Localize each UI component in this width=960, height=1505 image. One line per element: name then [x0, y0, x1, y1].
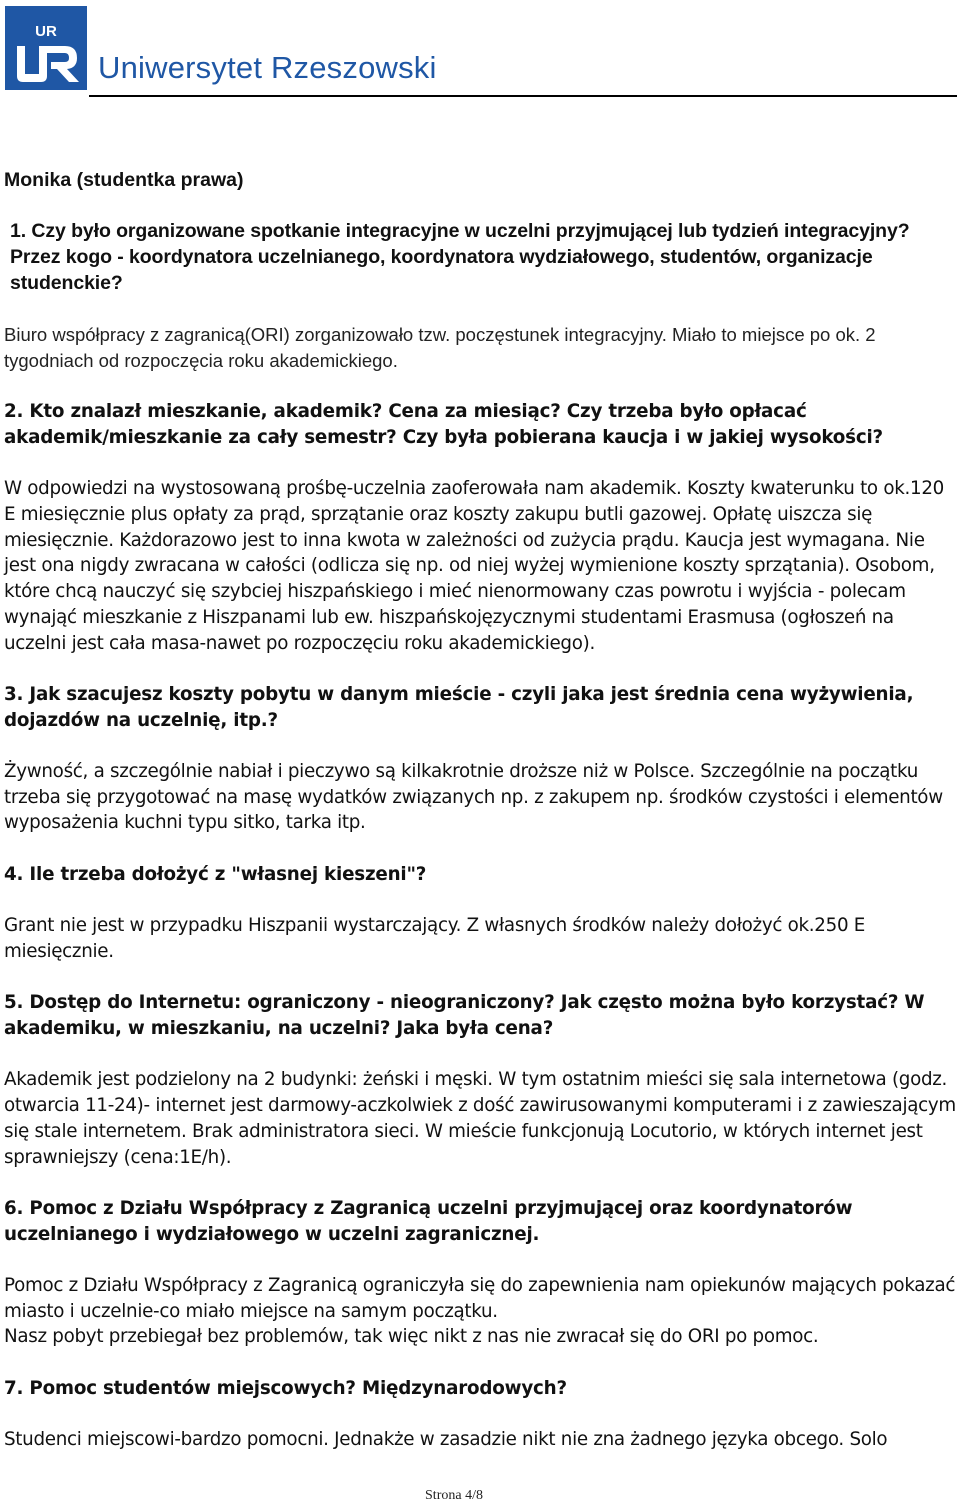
university-name: Uniwersytet Rzeszowski — [98, 50, 437, 85]
answer-4: Grant nie jest w przypadku Hiszpanii wystarczający. Z własnych środków należy dołożyć ok.250 E miesięcznie. — [4, 915, 866, 962]
question-5: 5. Dostęp do Internetu: ograniczony - nieograniczony? Jak często można było korzystać? W akademiku, w mieszkaniu, na uczelni? Jaka była cena? — [4, 992, 925, 1040]
answer-5: Akademik jest podzielony na 2 budynki: żeński i męski. W tym ostatnim mieści się sala internetowa (godz. otwarcia 11-24)- internet jest darmowy-aczkolwiek z dość zawirusowanymi komputerami i z zawieszającym się stale internetem. Brak administratora sieci. W mieście funkcjonują Locutorio, w których internet jest sprawniejszy (cena:1E/h). — [4, 1069, 956, 1168]
university-logo — [5, 6, 87, 90]
svg-text:UR: UR — [35, 23, 57, 40]
question-2: 2. Kto znalazł mieszkanie, akademik? Cena za miesiąc? Czy trzeba było opłacać akademik/mieszkanie za cały semestr? Czy była pobierana kaucja i w jakiej wysokości? — [4, 401, 883, 448]
question-3: 3. Jak szacujesz koszty pobytu w danym mieście - czyli jaka jest średnia cena wyżywienia, dojazdów na uczelnię, itp.? — [4, 683, 914, 731]
answer-2: W odpowiedzi na wystosowaną prośbę-uczelnia zaoferowała nam akademik. Koszty kwaterunku to ok.120 E miesięcznie plus opłaty za prąd, sprzątanie oraz koszty zakupu butli gazowej. Opłatę uiszcza się miesięcznie. Każdorazowo jest to inna kwota w zależności od zużycia prądu. Kaucja jest wymagana. Nie jest ona nigdy zwracana w całości (odlicza się np. od niej wyżej wymienione koszty sprzątania). Osobom, które chcą nauczyć się szybciej hiszpańskiego i mieć nienormowany czas powrotu i wyjścia - polecam wynająć mieszkanie z Hiszpanami lub ew. hiszpańskojęzycznymi studentami Erasmusa (ogłoszeń na uczelni jest cała masa-nawet po rozpoczęciu roku akademickiego). — [4, 478, 945, 654]
page-number: Strona 4/8 — [425, 1488, 483, 1503]
ur-logo-icon — [5, 6, 87, 90]
answer-1: Biuro współpracy z zagranicą(ORI) zorganizowało tzw. poczęstunek integracyjny. Miało to miejsce po ok. 2 tygodniach od rozpoczęcia roku akademickiego. — [4, 324, 876, 371]
question-6: 6. Pomoc z Działu Współpracy z Zagranicą uczelni przyjmującej oraz koordynatorów uczelnianego i wydziałowego w uczelni zagranicznej. — [4, 1197, 853, 1245]
question-7: 7. Pomoc studentów miejscowych? Międzynarodowych? — [4, 1377, 567, 1399]
document-title: Monika (studentka prawa) — [4, 169, 244, 191]
page-header — [0, 0, 960, 100]
question-1: 1. Czy było organizowane spotkanie integracyjne w uczelni przyjmującej lub tydzień integracyjny? Przez kogo - koordynatora uczelnianego, koordynatora wydziałowego, studentów, organizacje studenckie? — [10, 220, 910, 294]
answer-3: Żywność, a szczególnie nabiał i pieczywo są kilkakrotnie droższe niż w Polsce. Szczególnie na początku trzeba się przygotować na masę wydatków związanych np. z zakupem np. środków czystości i elementów wyposażenia kuchni typu sitko, tarka itp. — [4, 761, 943, 834]
answer-6-continued: Nasz pobyt przebiegał bez problemów, tak więc nikt z nas nie zwracał się do ORI po pomoc. — [4, 1326, 819, 1348]
answer-7: Studenci miejscowi-bardzo pomocni. Jednakże w zasadzie nikt nie zna żadnego języka obcego. Solo — [4, 1429, 888, 1451]
document-body — [4, 168, 956, 1453]
question-4: 4. Ile trzeba dołożyć z "własnej kieszeni"? — [4, 863, 427, 885]
answer-6: Pomoc z Działu Współpracy z Zagranicą ograniczyła się do zapewnienia nam opiekunów mających pokazać miasto i uczelnie-co miało miejsce na samym początku. — [4, 1275, 956, 1322]
header-divider — [89, 95, 957, 97]
